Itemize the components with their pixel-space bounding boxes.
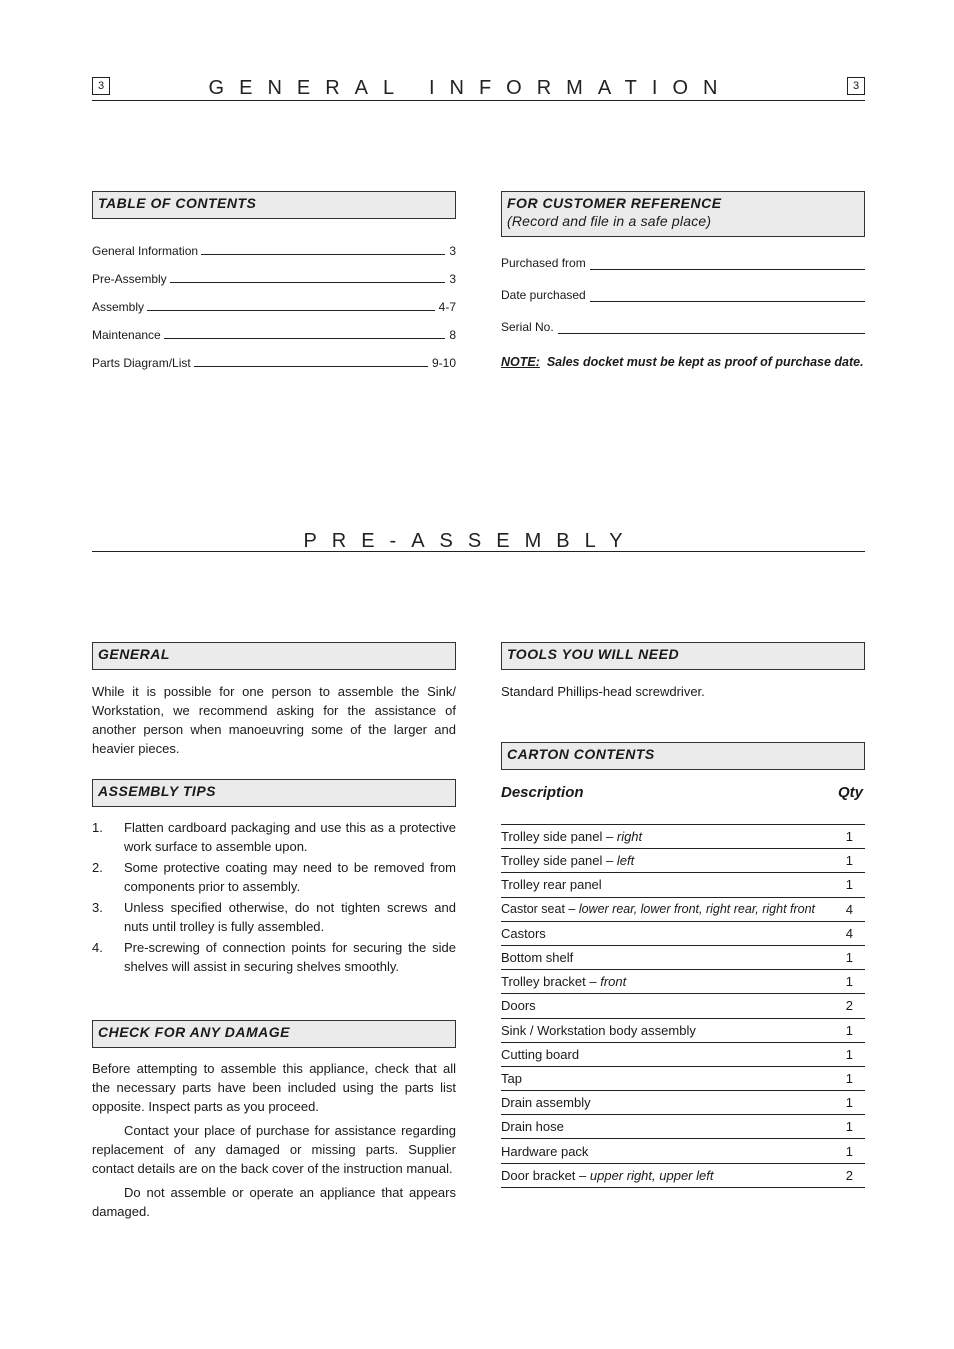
part-name: Door bracket –: [501, 1167, 590, 1183]
toc-entry-label: Parts Diagram/List: [92, 356, 191, 370]
note-text: Sales docket must be kept as proof of purchase date.: [546, 355, 864, 369]
toc-leader: [194, 366, 428, 367]
part-description: [501, 902, 815, 916]
table-row: [501, 898, 865, 922]
toc-entry: [92, 296, 456, 314]
table-row: [501, 1164, 865, 1188]
part-detail: upper right, upper left: [589, 1167, 714, 1183]
part-qty: 2: [845, 1167, 853, 1183]
note-label: NOTE:: [501, 355, 540, 369]
toc-entry-page: 4-7: [438, 300, 456, 314]
assembly-tips-heading-box: [92, 779, 456, 807]
carton-contents-table: [501, 824, 865, 1188]
part-qty: 1: [845, 1119, 853, 1135]
tip-text: Some protective coating may need to be removed from components prior to assembly.: [124, 860, 456, 894]
part-description: [501, 1168, 713, 1183]
general-heading: GENERAL: [98, 646, 170, 662]
column-description: Description: [501, 784, 584, 801]
section-title-general-information: [92, 77, 865, 101]
toc-entry-page: 3: [449, 244, 456, 258]
field-line: [558, 333, 865, 334]
part-description: [501, 950, 573, 965]
toc-leader: [170, 282, 446, 283]
toc-entry-label: Assembly: [92, 300, 145, 314]
toc-heading: TABLE OF CONTENTS: [98, 195, 257, 211]
table-row: [501, 1019, 865, 1043]
tip-number: 4.: [92, 940, 103, 955]
toc-leader: [147, 310, 435, 311]
part-description: [501, 1119, 564, 1134]
carton-contents-heading-box: [501, 742, 865, 770]
toc-leader: [201, 254, 445, 255]
table-row: [501, 946, 865, 970]
general-text: [92, 682, 456, 763]
part-qty: 1: [845, 950, 853, 966]
toc-entry: [92, 352, 456, 370]
part-qty: 1: [845, 829, 853, 845]
damage-paragraph: Before attempting to assemble this appliance, check that all the necessary parts have been included using the parts list opposite. Inspect parts as you proceed.: [92, 1061, 456, 1114]
carton-contents-heading: CARTON CONTENTS: [507, 746, 655, 762]
tip-number: 3.: [92, 900, 103, 915]
part-description: [501, 926, 546, 941]
part-name: Cutting board: [501, 1046, 580, 1062]
tools-text: Standard Phillips-head screwdriver.: [501, 684, 705, 699]
table-row: [501, 849, 865, 873]
part-name: Drain assembly: [501, 1095, 591, 1111]
table-row: [501, 1043, 865, 1067]
tools-heading-box: [501, 642, 865, 670]
carton-table-header: [501, 784, 865, 801]
field-label: Purchased from: [501, 256, 586, 270]
table-row: [501, 825, 865, 849]
damage-heading-box: [92, 1020, 456, 1048]
part-name: Trolley side panel –: [501, 853, 617, 869]
part-qty: 2: [845, 998, 853, 1014]
page-number-right: 3: [847, 77, 865, 95]
assembly-tips-list: [92, 818, 456, 978]
part-qty: 1: [845, 877, 853, 893]
damage-paragraph: Contact your place of purchase for assistance regarding replacement of any damaged or missing parts. Supplier contact details are on the back cover of the instruction manual.: [92, 1123, 456, 1176]
part-qty: 1: [845, 974, 853, 990]
tip-number: 2.: [92, 860, 103, 875]
toc-entry-page: 8: [449, 328, 456, 342]
part-name: Hardware pack: [501, 1143, 589, 1159]
part-qty: 1: [845, 1070, 853, 1086]
table-row: [501, 922, 865, 946]
part-detail: front: [600, 974, 627, 990]
part-description: [501, 974, 626, 989]
part-description: [501, 1071, 522, 1086]
customer-reference-subheading: (Record and file in a safe place): [507, 213, 712, 229]
toc-entry-label: General Information: [92, 244, 199, 258]
part-description: [501, 1047, 579, 1062]
damage-heading: CHECK FOR ANY DAMAGE: [98, 1024, 291, 1040]
list-item: [92, 818, 456, 856]
damage-text: [92, 1059, 456, 1226]
toc-entry-label: Maintenance: [92, 328, 161, 342]
tip-text: Pre-screwing of connection points for securing the side shelves will assist in securing shelves smoothly.: [124, 940, 456, 974]
table-row: [501, 1139, 865, 1163]
table-row: [501, 1067, 865, 1091]
part-name: Trolley rear panel: [501, 877, 602, 893]
part-name: Trolley bracket –: [501, 974, 601, 990]
damage-paragraph: Do not assemble or operate an appliance that appears damaged.: [92, 1185, 456, 1219]
table-row: [501, 994, 865, 1018]
section-title-text: PRE-ASSEMBLY: [303, 530, 638, 552]
part-qty: 1: [845, 853, 853, 869]
part-qty: 1: [845, 1046, 853, 1062]
list-item: [92, 938, 456, 976]
field-label: Date purchased: [501, 288, 586, 302]
column-qty: Qty: [837, 784, 863, 801]
assembly-tips-heading: ASSEMBLY TIPS: [98, 783, 217, 799]
table-row: [501, 1115, 865, 1139]
toc-entry-label: Pre-Assembly: [92, 272, 167, 286]
tip-text: Flatten cardboard packaging and use this as a protective work surface to assemble upon.: [124, 820, 456, 854]
part-detail: left: [616, 853, 635, 869]
part-qty: 4: [845, 901, 853, 917]
page-number-left: 3: [92, 77, 110, 95]
field-line: [590, 301, 865, 302]
section-title-pre-assembly: [92, 530, 865, 552]
part-detail: lower rear, lower front, right rear, right front: [578, 902, 816, 917]
part-description: [501, 1023, 696, 1038]
part-name: Castors: [501, 925, 546, 941]
part-name: Sink / Workstation body assembly: [501, 1022, 696, 1038]
field-line: [590, 269, 865, 270]
part-name: Drain hose: [501, 1119, 564, 1135]
section-title-text: GENERAL INFORMATION: [208, 77, 733, 99]
customer-reference-box: [501, 191, 865, 237]
part-qty: 4: [845, 925, 853, 941]
part-qty: 1: [845, 1143, 853, 1159]
customer-reference-heading: FOR CUSTOMER REFERENCE: [507, 195, 722, 211]
table-row: [501, 970, 865, 994]
list-item: [92, 898, 456, 936]
part-description: [501, 1095, 591, 1110]
part-description: [501, 1144, 588, 1159]
toc-leader: [164, 338, 446, 339]
purchased-from-field: [501, 254, 865, 270]
field-label: Serial No.: [501, 320, 554, 334]
part-description: [501, 829, 642, 844]
part-detail: right: [616, 829, 643, 845]
serial-no-field: [501, 318, 865, 334]
part-name: Trolley side panel –: [501, 829, 617, 845]
toc-entry: [92, 268, 456, 286]
list-item: [92, 858, 456, 896]
tip-text: Unless specified otherwise, do not tighten screws and nuts until trolley is fully assembled.: [124, 900, 456, 934]
part-description: [501, 877, 602, 892]
toc-entry-page: 9-10: [431, 356, 456, 370]
part-name: Doors: [501, 998, 536, 1014]
general-paragraph: While it is possible for one person to assemble the Sink/ Workstation, we recommend asking for the assistance of another person when manoeuvring some of the larger and heavier pieces.: [92, 684, 456, 756]
part-qty: 1: [845, 1095, 853, 1111]
table-row: [501, 873, 865, 897]
part-name: Castor seat –: [501, 902, 579, 917]
date-purchased-field: [501, 286, 865, 302]
part-description: [501, 998, 536, 1013]
part-description: [501, 853, 634, 868]
table-row: [501, 1091, 865, 1115]
part-name: Tap: [501, 1070, 522, 1086]
toc-entry-page: 3: [449, 272, 456, 286]
purchase-note: [501, 355, 865, 369]
tip-number: 1.: [92, 820, 103, 835]
tools-heading: TOOLS YOU WILL NEED: [507, 646, 680, 662]
toc-entry: [92, 240, 456, 258]
general-heading-box: [92, 642, 456, 670]
part-name: Bottom shelf: [501, 950, 574, 966]
part-qty: 1: [845, 1022, 853, 1038]
toc-entry: [92, 324, 456, 342]
toc-heading-box: [92, 191, 456, 219]
